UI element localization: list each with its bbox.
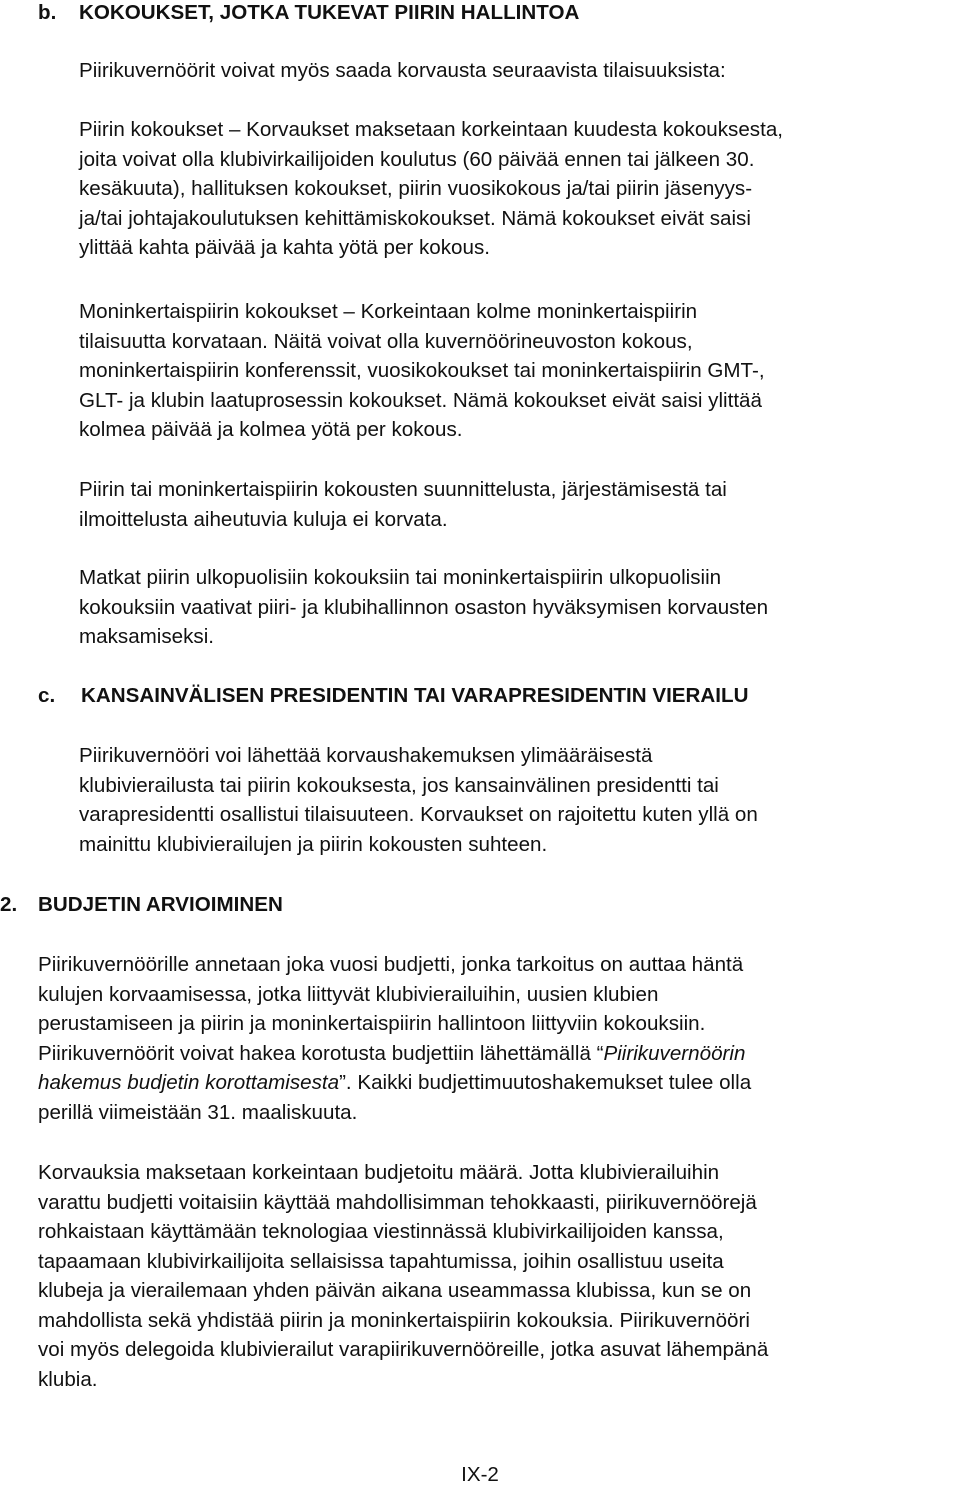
page-number: IX-2 — [461, 1463, 499, 1486]
section-c-label: c. — [38, 684, 56, 707]
section-2-heading — [0, 892, 283, 918]
text-line — [38, 1039, 751, 1069]
text-line: varapresidentti osallistui tilaisuuteen. Korvaukset on rajoitettu kuten yllä on — [79, 803, 758, 826]
text-line: klubivierailusta tai piirin kokouksesta, jos kansainvälinen presidentti tai — [79, 773, 719, 797]
text-line: varattu budjetti voitaisiin käyttää mahdollisimman tehokkaasti, piirikuvernöörejä — [38, 1190, 757, 1214]
text-line: perillä viimeistään 31. maaliskuuta. — [38, 1100, 358, 1124]
text-line: Piirikuvernööri voi lähettää korvaushakemuksen ylimääräisestä — [79, 744, 653, 767]
text-line: Korvauksia maksetaan korkeintaan budjetoitu määrä. Jotta klubivierailuihin — [38, 1161, 720, 1184]
text-line: kesäkuuta), hallituksen kokoukset, piirin vuosikokous ja/tai piirin jäsenyys- — [79, 177, 753, 200]
text-line: kolmea päivää ja kolmea yötä per kokous. — [79, 418, 463, 441]
text-line: kulujen korvaamisessa, jotka liittyvät klubivierailuihin, uusien klubien — [38, 982, 659, 1006]
section-b-title: KOKOUKSET, JOTKA TUKEVAT PIIRIN HALLINTOA — [79, 1, 580, 24]
form-title-part-1: Piirikuvernöörin — [603, 1041, 746, 1065]
text-span: ”. Kaikki budjettimuutoshakemukset tulee olla — [339, 1071, 752, 1094]
text-line — [38, 1068, 751, 1098]
text-line: joita voivat olla klubivirkailijoiden koulutus (60 päivää ennen tai jälkeen 30. — [79, 147, 755, 171]
text-line: mainittu klubivierailujen ja piirin kokousten suhteen. — [79, 832, 548, 856]
text-span: Piirikuvernöörit voivat hakea korotusta budjettiin lähettämällä “ — [38, 1041, 604, 1065]
section-b-label: b. — [38, 1, 57, 24]
text-line: maksamiseksi. — [79, 625, 215, 648]
section-b-intro: Piirikuvernöörit voivat myös saada korvausta seuraavista tilaisuuksista: — [79, 59, 726, 82]
text-line: Piirin tai moninkertaispiirin kokousten suunnittelusta, järjestämisestä tai — [79, 478, 727, 501]
section-c-heading — [38, 683, 748, 709]
text-line: ilmoittelusta aiheutuvia kuluja ei korvata. — [79, 507, 448, 531]
text-line: ja/tai johtajakoulutuksen kehittämiskokoukset. Nämä kokoukset eivät saisi — [79, 206, 751, 230]
section-b-paragraph-4 — [79, 563, 768, 652]
section-2-paragraph-2 — [38, 1158, 768, 1394]
section-b-paragraph-2 — [79, 297, 765, 445]
text-line: klubeja ja vierailemaan yhden päivän aikana useammassa klubissa, kun se on — [38, 1279, 752, 1302]
text-line: voi myös delegoida klubivierailut varapiirikuvernööreille, jotka asuvat lähempänä — [38, 1338, 769, 1361]
text-line: klubia. — [38, 1367, 98, 1391]
text-line: Moninkertaispiirin kokoukset – Korkeintaan kolme moninkertaispiirin — [79, 300, 698, 323]
text-line: ylittää kahta päivää ja kahta yötä per kokous. — [79, 236, 490, 259]
text-line: kokouksiin vaativat piiri- ja klubihallinnon osaston hyväksymisen korvausten — [79, 595, 769, 619]
text-line: tapaamaan klubivirkailijoita sellaisissa tapahtumissa, joihin osallistuu useita — [38, 1249, 724, 1273]
section-2-paragraph-1 — [38, 950, 751, 1127]
section-b-paragraph-1 — [79, 115, 783, 263]
section-2-label: 2. — [0, 893, 18, 916]
section-b-heading — [38, 0, 579, 26]
section-b-paragraph-3 — [79, 475, 727, 534]
text-line: perustamiseen ja piirin ja moninkertaispiirin hallintoon liittyviin kokouksiin. — [38, 1012, 706, 1035]
section-c-paragraph-1 — [79, 741, 758, 859]
text-line: moninkertaispiirin konferenssit, vuosikokoukset tai moninkertaispiirin GMT-, — [79, 359, 765, 382]
form-title-part-2: hakemus budjetin korottamisesta — [38, 1071, 340, 1094]
text-line: rohkaistaan käyttämään teknologiaa viestinnässä klubivirkailijoiden kanssa, — [38, 1220, 724, 1243]
text-line: mahdollista sekä yhdistää piirin ja moninkertaispiirin kokouksia. Piirikuvernööri — [38, 1308, 750, 1332]
text-line: Matkat piirin ulkopuolisiin kokouksiin tai moninkertaispiirin ulkopuolisiin — [79, 566, 722, 589]
text-line: GLT- ja klubin laatuprosessin kokoukset. Nämä kokoukset eivät saisi ylittää — [79, 388, 762, 412]
section-2-title: BUDJETIN ARVIOIMINEN — [38, 893, 283, 916]
text-line: Piirin kokoukset – Korvaukset maksetaan korkeintaan kuudesta kokouksesta, — [79, 118, 783, 141]
section-c-title: KANSAINVÄLISEN PRESIDENTIN TAI VARAPRESIDENTIN VIERAILU — [81, 684, 749, 707]
text-line: tilaisuutta korvataan. Näitä voivat olla kuvernöörineuvoston kokous, — [79, 329, 693, 353]
text-line: Piirikuvernöörille annetaan joka vuosi budjetti, jonka tarkoitus on auttaa häntä — [38, 953, 744, 976]
